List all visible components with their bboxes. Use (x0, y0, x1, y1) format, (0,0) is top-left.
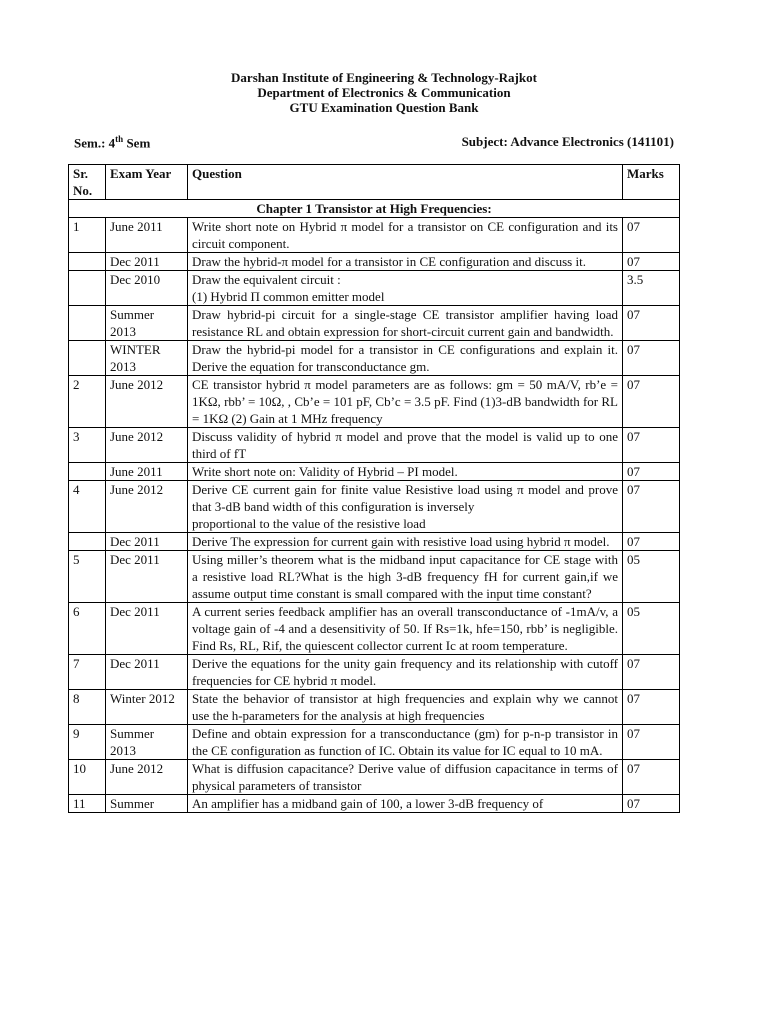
exam-year-cell: Winter 2012 (106, 690, 188, 725)
table-row (69, 341, 680, 376)
table-row (69, 271, 680, 306)
question-cell: A current series feedback amplifier has an overall transconductance of -1mA/v, a voltage gain of -4 and a desensitivity of 50. If Rs=1k, hfe=150, rbb’ is negligible. Find Rs, RL, Rif, the quiescent collector current Ic at room temperature. (188, 603, 623, 655)
header-sr-no: Sr. No. (69, 165, 106, 200)
marks-cell: 07 (623, 306, 680, 341)
marks-cell: 07 (623, 428, 680, 463)
exam-year-cell: Dec 2011 (106, 551, 188, 603)
table-row (69, 376, 680, 428)
marks-cell: 07 (623, 481, 680, 533)
question-cell (188, 271, 623, 306)
question-table (68, 164, 680, 813)
table-row (69, 533, 680, 551)
marks-cell: 07 (623, 218, 680, 253)
exam-year-cell: WINTER 2013 (106, 341, 188, 376)
sr-no-cell (69, 341, 106, 376)
sr-no-cell: 7 (69, 655, 106, 690)
sr-no-cell: 3 (69, 428, 106, 463)
exam-year-cell: June 2012 (106, 760, 188, 795)
table-row (69, 655, 680, 690)
sr-no-cell (69, 463, 106, 481)
department-name: Department of Electronics & Communication (257, 85, 511, 100)
marks-cell: 07 (623, 760, 680, 795)
exam-year-cell: June 2011 (106, 218, 188, 253)
marks-cell: 07 (623, 376, 680, 428)
marks-cell: 07 (623, 341, 680, 376)
table-row (69, 795, 680, 813)
header-marks: Marks (623, 165, 680, 200)
exam-year-cell: Dec 2011 (106, 655, 188, 690)
exam-year-cell: June 2012 (106, 376, 188, 428)
header-question: Question (188, 165, 623, 200)
exam-year-cell: Dec 2011 (106, 603, 188, 655)
table-row (69, 253, 680, 271)
question-cell: Derive the equations for the unity gain frequency and its relationship with cutoff frequencies for CE hybrid π model. (188, 655, 623, 690)
sr-no-cell: 4 (69, 481, 106, 533)
question-cell: Using miller’s theorem what is the midband input capacitance for CE stage with a resistive load RL?What is the high 3-dB frequency fH for current gain,if we assume output time constant is small compared with the input time constant? (188, 551, 623, 603)
exam-year-cell: Summer (106, 795, 188, 813)
exam-year-cell: June 2011 (106, 463, 188, 481)
marks-cell: 05 (623, 551, 680, 603)
sr-no-cell: 2 (69, 376, 106, 428)
marks-cell: 05 (623, 603, 680, 655)
table-header-row (69, 165, 680, 200)
question-line: Derive CE current gain for finite value Resistive load using π model and prove that 3-dB band width of this configuration is inversely (192, 482, 618, 514)
question-cell: Draw hybrid-pi circuit for a single-stage CE transistor amplifier having load resistance RL and obtain expression for short-circuit current gain and bandwidth. (188, 306, 623, 341)
sr-no-cell: 8 (69, 690, 106, 725)
marks-cell: 3.5 (623, 271, 680, 306)
question-cell: Draw the hybrid-pi model for a transistor in CE configurations and explain it. Derive the equation for transconductance gm. (188, 341, 623, 376)
question-line: Draw the equivalent circuit : (192, 272, 341, 287)
sr-no-cell: 6 (69, 603, 106, 655)
marks-cell: 07 (623, 725, 680, 760)
marks-cell: 07 (623, 690, 680, 725)
chapter-title: Chapter 1 Transistor at High Frequencies: (69, 200, 680, 218)
marks-cell: 07 (623, 533, 680, 551)
marks-cell: 07 (623, 463, 680, 481)
question-line: (1) Hybrid Π common emitter model (192, 289, 385, 304)
document-title: GTU Examination Question Bank (289, 100, 479, 115)
sr-no-cell (69, 271, 106, 306)
institute-name: Darshan Institute of Engineering & Technology-Rajkot (231, 70, 537, 85)
sr-no-cell: 5 (69, 551, 106, 603)
sr-no-cell (69, 253, 106, 271)
sr-no-cell: 11 (69, 795, 106, 813)
table-row (69, 481, 680, 533)
exam-year-cell: June 2012 (106, 481, 188, 533)
question-line: proportional to the value of the resistive load (192, 516, 426, 531)
marks-cell: 07 (623, 253, 680, 271)
question-cell: Derive The expression for current gain with resistive load using hybrid π model. (188, 533, 623, 551)
exam-year-cell: Dec 2010 (106, 271, 188, 306)
question-cell: Define and obtain expression for a transconductance (gm) for p-n-p transistor in the CE configuration as function of IC. Obtain its value for IC equal to 10 mA. (188, 725, 623, 760)
question-cell: Discuss validity of hybrid π model and prove that the model is valid up to one third of fT (188, 428, 623, 463)
sr-no-cell: 1 (69, 218, 106, 253)
exam-year-cell: Summer 2013 (106, 306, 188, 341)
exam-year-cell: Dec 2011 (106, 533, 188, 551)
table-row (69, 725, 680, 760)
table-row (69, 218, 680, 253)
sr-no-cell: 9 (69, 725, 106, 760)
question-cell: Write short note on: Validity of Hybrid – PI model. (188, 463, 623, 481)
question-cell (188, 481, 623, 533)
exam-year-cell: Dec 2011 (106, 253, 188, 271)
marks-cell: 07 (623, 655, 680, 690)
table-row (69, 760, 680, 795)
exam-year-cell: June 2012 (106, 428, 188, 463)
sr-no-cell: 10 (69, 760, 106, 795)
header-exam-year: Exam Year (106, 165, 188, 200)
table-row (69, 306, 680, 341)
table-row (69, 603, 680, 655)
table-row (69, 463, 680, 481)
question-cell: Write short note on Hybrid π model for a transistor on CE configuration and its circuit component. (188, 218, 623, 253)
sr-no-cell (69, 306, 106, 341)
subject-label: Subject: Advance Electronics (141101) (461, 134, 674, 149)
document-header (0, 70, 768, 115)
semester-label: Sem.: 4th Sem (74, 134, 151, 151)
marks-cell: 07 (623, 795, 680, 813)
table-row (69, 690, 680, 725)
exam-year-cell: Summer 2013 (106, 725, 188, 760)
chapter-row (69, 200, 680, 218)
table-row (69, 428, 680, 463)
question-cell: CE transistor hybrid π model parameters are as follows: gm = 50 mA/V, rb’e = 1KΩ, rbb’ = 10Ω, , Cb’e = 101 pF, Cb’c = 3.5 pF. Find (1)3-dB bandwidth for RL = 1KΩ (2) Gain at 1 MHz frequency (188, 376, 623, 428)
table-row (69, 551, 680, 603)
question-cell: An amplifier has a midband gain of 100, a lower 3-dB frequency of (188, 795, 623, 813)
question-cell: State the behavior of transistor at high frequencies and explain why we cannot use the h-parameters for the analysis at high frequencies (188, 690, 623, 725)
sr-no-cell (69, 533, 106, 551)
question-cell: What is diffusion capacitance? Derive value of diffusion capacitance in terms of physical parameters of transistor (188, 760, 623, 795)
question-cell: Draw the hybrid-π model for a transistor in CE configuration and discuss it. (188, 253, 623, 271)
